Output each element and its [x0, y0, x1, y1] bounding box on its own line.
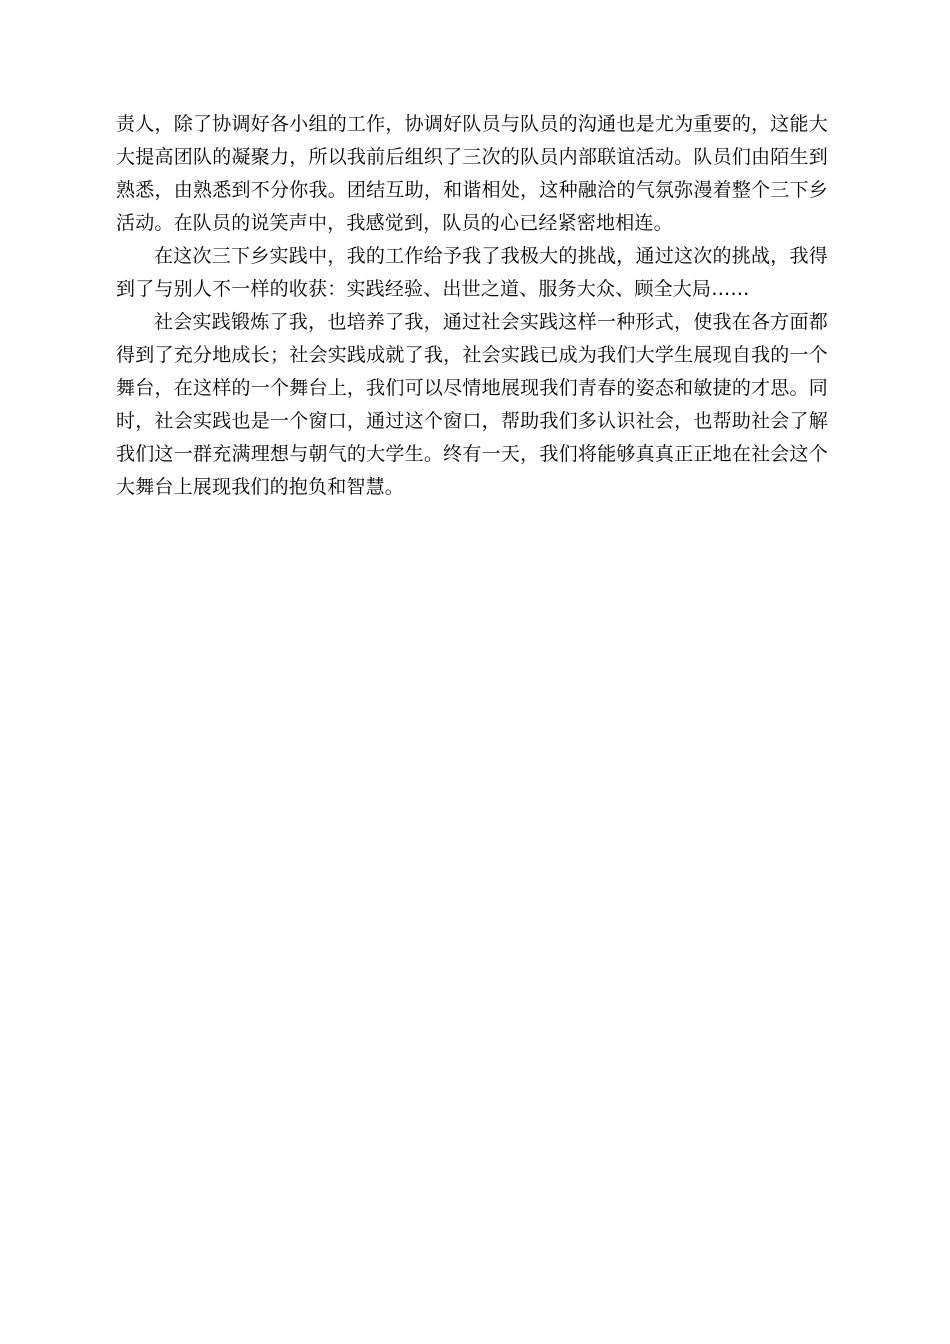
paragraph-challenge: 在这次三下乡实践中，我的工作给予我了我极大的挑战，通过这次的挑战，我得到了与别人不一样的收获：实践经验、出世之道、服务大众、顾全大局…… [116, 245, 828, 300]
paragraph-conclusion: 社会实践锻炼了我，也培养了我，通过社会实践这样一种形式，使我在各方面都得到了充分地成长；社会实践成就了我，社会实践已成为我们大学生展现自我的一个舞台，在这样的一个舞台上，我们可以尽情地展现我们青春的姿态和敏捷的才思。同时，社会实践也是一个窗口，通过这个窗口，帮助我们多认识社会，也帮助社会了解我们这一群充满理想与朝气的大学生。终有一天，我们将能够真真正正地在社会这个大舞台上展现我们的抱负和智慧。 [116, 311, 828, 498]
paragraph-continuation: 责人，除了协调好各小组的工作，协调好队员与队员的沟通也是尤为重要的，这能大大提高团队的凝聚力，所以我前后组织了三次的队员内部联谊活动。队员们由陌生到熟悉，由熟悉到不分你我。团结互助，和谐相处，这种融洽的气氛弥漫着整个三下乡活动。在队员的说笑声中，我感觉到，队员的心已经紧密地相连。 [116, 113, 828, 234]
document-body [116, 108, 828, 504]
